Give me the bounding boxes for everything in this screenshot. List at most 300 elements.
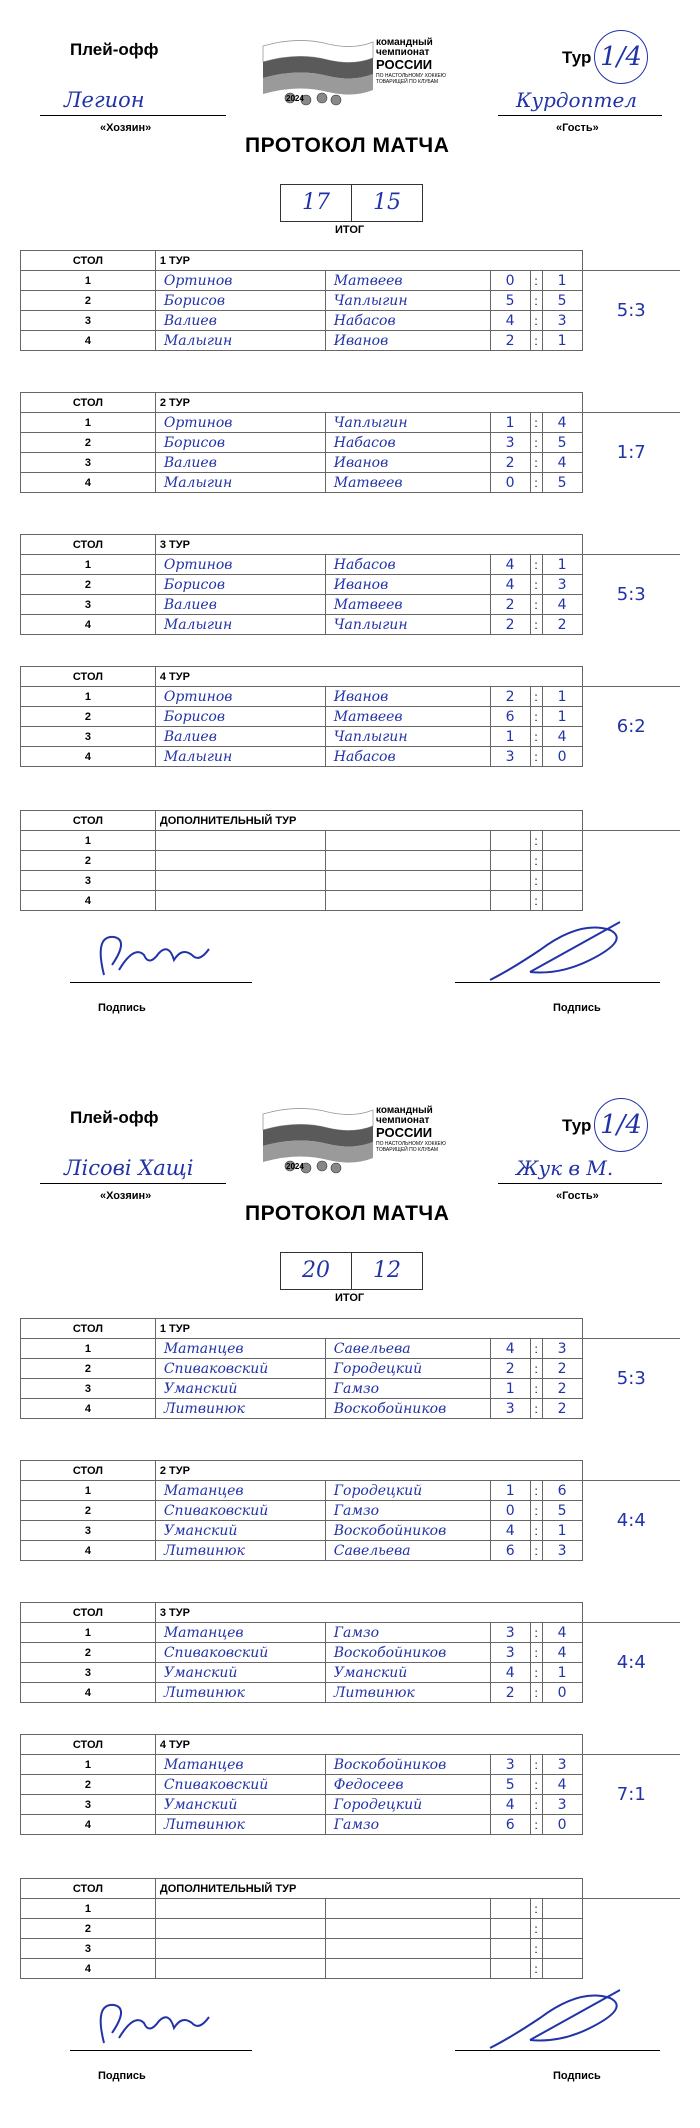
guest-score: 2 xyxy=(542,1399,582,1419)
home-score xyxy=(490,1959,530,1979)
score-separator: : xyxy=(530,1795,542,1815)
score-separator: : xyxy=(530,1399,542,1419)
guest-score: 1 xyxy=(542,687,582,707)
table-column-header: СТОЛ xyxy=(21,667,156,687)
round-title: ДОПОЛНИТЕЛЬНЫЙ ТУР xyxy=(155,811,582,831)
home-score xyxy=(490,891,530,911)
home-player: Спиваковский xyxy=(155,1359,325,1379)
table-number: 2 xyxy=(21,1775,156,1795)
table-row xyxy=(21,831,681,851)
guest-player: Гамзо xyxy=(325,1379,490,1399)
guest-score: 0 xyxy=(542,1815,582,1835)
table-number: 1 xyxy=(21,1623,156,1643)
logo-line2: чемпионат xyxy=(376,1115,430,1126)
guest-score: 3 xyxy=(542,1541,582,1561)
score-separator: : xyxy=(530,747,542,767)
table-number: 1 xyxy=(21,1481,156,1501)
score-separator: : xyxy=(530,1775,542,1795)
table-number: 3 xyxy=(21,1795,156,1815)
round-total-header xyxy=(582,667,680,687)
home-score: 4 xyxy=(490,575,530,595)
table-number: 1 xyxy=(21,1755,156,1775)
guest-player: Городецкий xyxy=(325,1481,490,1501)
round-table-2 xyxy=(20,1460,680,1561)
guest-score: 0 xyxy=(542,747,582,767)
round-title: 3 ТУР xyxy=(155,1603,582,1623)
table-row xyxy=(21,1959,681,1979)
host-signature-scribble xyxy=(74,1993,244,2053)
logo-line1: командный xyxy=(376,1105,433,1116)
home-score: 2 xyxy=(490,1359,530,1379)
guest-player xyxy=(325,1919,490,1939)
score-separator: : xyxy=(530,271,542,291)
home-score: 4 xyxy=(490,1521,530,1541)
guest-score xyxy=(542,871,582,891)
table-number: 3 xyxy=(21,1663,156,1683)
guest-player: Литвинюк xyxy=(325,1683,490,1703)
score-separator: : xyxy=(530,433,542,453)
guest-score: 4 xyxy=(542,595,582,615)
round-title: 4 ТУР xyxy=(155,1735,582,1755)
home-score: 1 xyxy=(490,1481,530,1501)
guest-player xyxy=(325,891,490,911)
guest-player: Иванов xyxy=(325,687,490,707)
table-number: 1 xyxy=(21,687,156,707)
home-player: Матанцев xyxy=(155,1339,325,1359)
guest-score: 4 xyxy=(542,1775,582,1795)
home-score xyxy=(490,1919,530,1939)
tur-value: 1/4 xyxy=(594,30,648,84)
table-row xyxy=(21,727,681,747)
table-row xyxy=(21,1521,681,1541)
guest-score: 1 xyxy=(542,707,582,727)
itog-guest: 15 xyxy=(351,185,422,221)
table-column-header: СТОЛ xyxy=(21,1603,156,1623)
guest-score: 1 xyxy=(542,1663,582,1683)
guest-score: 4 xyxy=(542,453,582,473)
guest-label: «Гость» xyxy=(556,1190,599,1202)
guest-player: Уманский xyxy=(325,1663,490,1683)
home-score: 3 xyxy=(490,1755,530,1775)
guest-label: «Гость» xyxy=(556,122,599,134)
table-number: 4 xyxy=(21,1683,156,1703)
table-row xyxy=(21,453,681,473)
guest-player: Гамзо xyxy=(325,1501,490,1521)
home-player xyxy=(155,891,325,911)
table-number: 1 xyxy=(21,831,156,851)
guest-player: Федосеев xyxy=(325,1775,490,1795)
guest-score: 3 xyxy=(542,575,582,595)
host-signature-label: Подпись xyxy=(98,1002,146,1014)
score-separator: : xyxy=(530,1541,542,1561)
home-score xyxy=(490,1939,530,1959)
round-total-header xyxy=(582,251,680,271)
table-number: 4 xyxy=(21,891,156,911)
table-row xyxy=(21,1815,681,1835)
tur-label: Тур xyxy=(562,1116,592,1135)
guest-player: Воскобойников xyxy=(325,1643,490,1663)
table-number: 4 xyxy=(21,1541,156,1561)
logo-sub1: ПО НАСТОЛЬНОМУ ХОККЕЮ xyxy=(376,1141,446,1147)
table-column-header: СТОЛ xyxy=(21,535,156,555)
itog-label: ИТОГ xyxy=(335,1292,365,1304)
table-row xyxy=(21,1501,681,1521)
table-number: 1 xyxy=(21,413,156,433)
home-score: 5 xyxy=(490,1775,530,1795)
table-number: 4 xyxy=(21,747,156,767)
home-player xyxy=(155,1939,325,1959)
championship-logo xyxy=(258,36,458,108)
table-row xyxy=(21,1775,681,1795)
home-player: Валиев xyxy=(155,727,325,747)
table-column-header: СТОЛ xyxy=(21,251,156,271)
guest-player: Набасов xyxy=(325,747,490,767)
guest-player xyxy=(325,871,490,891)
home-player: Уманский xyxy=(155,1795,325,1815)
score-separator: : xyxy=(530,331,542,351)
guest-score: 1 xyxy=(542,331,582,351)
score-separator: : xyxy=(530,1623,542,1643)
score-separator: : xyxy=(530,473,542,493)
table-column-header: СТОЛ xyxy=(21,393,156,413)
guest-signature-line xyxy=(455,982,660,983)
logo-line3: РОССИИ xyxy=(376,57,433,72)
table-row xyxy=(21,291,681,311)
guest-score: 3 xyxy=(542,1755,582,1775)
guest-score: 2 xyxy=(542,1379,582,1399)
round-total: 6:2 xyxy=(582,687,680,767)
table-number: 2 xyxy=(21,575,156,595)
score-separator: : xyxy=(530,413,542,433)
home-player: Валиев xyxy=(155,595,325,615)
table-row xyxy=(21,1379,681,1399)
playoff-label: Плей-офф xyxy=(70,40,159,59)
table-row xyxy=(21,575,681,595)
protocol-sheet-2 xyxy=(0,1068,700,2108)
round-total-header xyxy=(582,535,680,555)
logo-line1: командный xyxy=(376,37,433,48)
home-player: Малыгин xyxy=(155,473,325,493)
round-total: 5:3 xyxy=(582,555,680,635)
guest-score xyxy=(542,831,582,851)
home-score: 3 xyxy=(490,433,530,453)
table-number: 2 xyxy=(21,1643,156,1663)
round-total: 4:4 xyxy=(582,1623,680,1703)
score-separator: : xyxy=(530,1501,542,1521)
table-number: 4 xyxy=(21,1959,156,1979)
table-row xyxy=(21,1683,681,1703)
home-score: 0 xyxy=(490,473,530,493)
table-row xyxy=(21,473,681,493)
score-separator: : xyxy=(530,687,542,707)
table-row xyxy=(21,1481,681,1501)
home-player: Матанцев xyxy=(155,1481,325,1501)
guest-player: Набасов xyxy=(325,311,490,331)
score-separator: : xyxy=(530,1379,542,1399)
home-player: Малыгин xyxy=(155,615,325,635)
guest-player: Городецкий xyxy=(325,1795,490,1815)
home-player: Валиев xyxy=(155,453,325,473)
score-separator: : xyxy=(530,595,542,615)
home-player xyxy=(155,871,325,891)
table-number: 3 xyxy=(21,595,156,615)
home-score: 1 xyxy=(490,727,530,747)
guest-player: Савельева xyxy=(325,1339,490,1359)
home-score: 1 xyxy=(490,1379,530,1399)
table-number: 2 xyxy=(21,707,156,727)
guest-score: 5 xyxy=(542,433,582,453)
score-separator: : xyxy=(530,851,542,871)
table-row xyxy=(21,271,681,291)
round-total xyxy=(582,831,680,911)
home-player: Борисов xyxy=(155,707,325,727)
table-number: 2 xyxy=(21,1919,156,1939)
round-title: 1 ТУР xyxy=(155,1319,582,1339)
host-signature-label: Подпись xyxy=(98,2070,146,2082)
guest-player: Матвеев xyxy=(325,473,490,493)
itog-home: 17 xyxy=(302,190,330,215)
guest-score: 3 xyxy=(542,311,582,331)
guest-player: Чаплыгин xyxy=(325,727,490,747)
guest-score: 0 xyxy=(542,1683,582,1703)
score-separator: : xyxy=(530,1663,542,1683)
guest-score: 6 xyxy=(542,1481,582,1501)
guest-player: Набасов xyxy=(325,555,490,575)
home-player: Спиваковский xyxy=(155,1775,325,1795)
table-number: 4 xyxy=(21,615,156,635)
guest-player xyxy=(325,1959,490,1979)
logo-year: 2024 xyxy=(286,1162,304,1171)
guest-score xyxy=(542,891,582,911)
guest-signature xyxy=(470,910,660,990)
guest-score: 4 xyxy=(542,727,582,747)
round-total: 7:1 xyxy=(582,1755,680,1835)
logo-sub2: ТОВАРИЩЕЙ ПО КЛУБАМ xyxy=(376,79,439,85)
score-separator: : xyxy=(530,1919,542,1939)
round-total-header xyxy=(582,393,680,413)
table-row xyxy=(21,747,681,767)
table-number: 4 xyxy=(21,1815,156,1835)
guest-score xyxy=(542,1919,582,1939)
guest-player: Матвеев xyxy=(325,271,490,291)
round-total-header xyxy=(582,1319,680,1339)
table-row xyxy=(21,1795,681,1815)
score-separator: : xyxy=(530,453,542,473)
home-score xyxy=(490,871,530,891)
round-total-header xyxy=(582,1461,680,1481)
round-total: 5:3 xyxy=(582,271,680,351)
logo-sub1: ПО НАСТОЛЬНОМУ ХОККЕЮ xyxy=(376,73,446,79)
table-number: 3 xyxy=(21,453,156,473)
home-score xyxy=(490,1899,530,1919)
guest-player: Гамзо xyxy=(325,1815,490,1835)
logo-sub2: ТОВАРИЩЕЙ ПО КЛУБАМ xyxy=(376,1147,439,1153)
home-score: 6 xyxy=(490,707,530,727)
round-table-5 xyxy=(20,810,680,911)
round-table-5 xyxy=(20,1878,680,1979)
round-table-1 xyxy=(20,1318,680,1419)
round-total: 4:4 xyxy=(582,1481,680,1561)
score-separator: : xyxy=(530,555,542,575)
table-number: 2 xyxy=(21,433,156,453)
home-player xyxy=(155,831,325,851)
guest-player: Набасов xyxy=(325,433,490,453)
guest-score: 4 xyxy=(542,1643,582,1663)
home-player: Спиваковский xyxy=(155,1643,325,1663)
home-score: 5 xyxy=(490,291,530,311)
table-number: 1 xyxy=(21,1339,156,1359)
itog-guest: 12 xyxy=(351,1253,422,1289)
itog-home: 20 xyxy=(302,1258,330,1283)
home-score xyxy=(490,851,530,871)
home-score: 2 xyxy=(490,687,530,707)
guest-score: 4 xyxy=(542,1623,582,1643)
protocol-sheet-1 xyxy=(0,0,700,1040)
table-row xyxy=(21,433,681,453)
table-row xyxy=(21,615,681,635)
guest-player: Воскобойников xyxy=(325,1755,490,1775)
guest-player: Иванов xyxy=(325,575,490,595)
table-row xyxy=(21,1359,681,1379)
guest-score xyxy=(542,1939,582,1959)
score-separator: : xyxy=(530,575,542,595)
guest-signature-scribble xyxy=(470,1978,660,2058)
tur-value: 1/4 xyxy=(594,1098,648,1152)
table-row xyxy=(21,1399,681,1419)
guest-player: Савельева xyxy=(325,1541,490,1561)
table-number: 3 xyxy=(21,1939,156,1959)
round-table-2 xyxy=(20,392,680,493)
home-player xyxy=(155,1959,325,1979)
host-name: Лісові Хащі xyxy=(40,1156,226,1184)
table-number: 2 xyxy=(21,1501,156,1521)
home-score: 3 xyxy=(490,1399,530,1419)
home-player xyxy=(155,1899,325,1919)
home-player: Ортинов xyxy=(155,555,325,575)
table-number: 3 xyxy=(21,1521,156,1541)
home-score: 3 xyxy=(490,747,530,767)
table-row xyxy=(21,871,681,891)
logo-line2: чемпионат xyxy=(376,47,430,58)
score-separator: : xyxy=(530,1939,542,1959)
guest-name: Курдоптел xyxy=(498,88,662,116)
itog-label: ИТОГ xyxy=(335,224,365,236)
guest-score: 2 xyxy=(542,615,582,635)
table-number: 3 xyxy=(21,1379,156,1399)
home-score: 4 xyxy=(490,1339,530,1359)
table-column-header: СТОЛ xyxy=(21,1461,156,1481)
table-number: 1 xyxy=(21,1899,156,1919)
home-score: 1 xyxy=(490,413,530,433)
guest-score xyxy=(542,1959,582,1979)
host-signature xyxy=(74,1993,244,2053)
guest-player: Воскобойников xyxy=(325,1521,490,1541)
guest-player: Городецкий xyxy=(325,1359,490,1379)
guest-player: Матвеев xyxy=(325,707,490,727)
guest-score: 2 xyxy=(542,1359,582,1379)
score-separator: : xyxy=(530,1643,542,1663)
table-number: 4 xyxy=(21,331,156,351)
guest-signature-line xyxy=(455,2050,660,2051)
table-number: 2 xyxy=(21,851,156,871)
home-score xyxy=(490,831,530,851)
host-signature-line xyxy=(70,2050,252,2051)
round-title: 4 ТУР xyxy=(155,667,582,687)
table-number: 2 xyxy=(21,291,156,311)
playoff-label: Плей-офф xyxy=(70,1108,159,1127)
guest-signature-scribble xyxy=(470,910,660,990)
home-player: Матанцев xyxy=(155,1755,325,1775)
home-player: Матанцев xyxy=(155,1623,325,1643)
host-name: Легион xyxy=(40,88,226,116)
round-total-header xyxy=(582,1603,680,1623)
table-row xyxy=(21,891,681,911)
table-number: 3 xyxy=(21,311,156,331)
table-number: 1 xyxy=(21,555,156,575)
round-total-header xyxy=(582,811,680,831)
guest-score xyxy=(542,851,582,871)
home-score: 0 xyxy=(490,271,530,291)
guest-score xyxy=(542,1899,582,1919)
page-title: ПРОТОКОЛ МАТЧА xyxy=(245,1202,450,1225)
round-table-4 xyxy=(20,666,680,767)
score-separator: : xyxy=(530,1339,542,1359)
score-separator: : xyxy=(530,1359,542,1379)
home-player: Борисов xyxy=(155,575,325,595)
home-player: Спиваковский xyxy=(155,1501,325,1521)
score-separator: : xyxy=(530,615,542,635)
home-score: 2 xyxy=(490,453,530,473)
home-player: Борисов xyxy=(155,291,325,311)
tur-label: Тур xyxy=(562,48,592,67)
table-row xyxy=(21,311,681,331)
table-column-header: СТОЛ xyxy=(21,1879,156,1899)
table-row xyxy=(21,687,681,707)
table-row xyxy=(21,707,681,727)
flag-icon xyxy=(258,1104,378,1176)
home-score: 3 xyxy=(490,1643,530,1663)
score-separator: : xyxy=(530,1683,542,1703)
round-title: 2 ТУР xyxy=(155,1461,582,1481)
home-score: 2 xyxy=(490,615,530,635)
home-player: Литвинюк xyxy=(155,1683,325,1703)
host-signature xyxy=(74,925,244,985)
flag-icon xyxy=(258,36,378,108)
itog-box xyxy=(280,1252,423,1290)
logo-line3: РОССИИ xyxy=(376,1125,433,1140)
guest-score: 1 xyxy=(542,1521,582,1541)
score-separator: : xyxy=(530,1521,542,1541)
table-row xyxy=(21,1919,681,1939)
round-title: 2 ТУР xyxy=(155,393,582,413)
round-table-3 xyxy=(20,1602,680,1703)
round-total: 1:7 xyxy=(582,413,680,493)
score-separator: : xyxy=(530,311,542,331)
home-score: 2 xyxy=(490,595,530,615)
table-row xyxy=(21,851,681,871)
home-score: 4 xyxy=(490,1795,530,1815)
host-label: «Хозяин» xyxy=(100,122,152,134)
score-separator: : xyxy=(530,1899,542,1919)
round-title: 1 ТУР xyxy=(155,251,582,271)
home-player: Малыгин xyxy=(155,331,325,351)
host-label: «Хозяин» xyxy=(100,1190,152,1202)
table-row xyxy=(21,1755,681,1775)
home-player: Ортинов xyxy=(155,413,325,433)
home-score: 4 xyxy=(490,311,530,331)
guest-signature xyxy=(470,1978,660,2058)
guest-score: 5 xyxy=(542,473,582,493)
